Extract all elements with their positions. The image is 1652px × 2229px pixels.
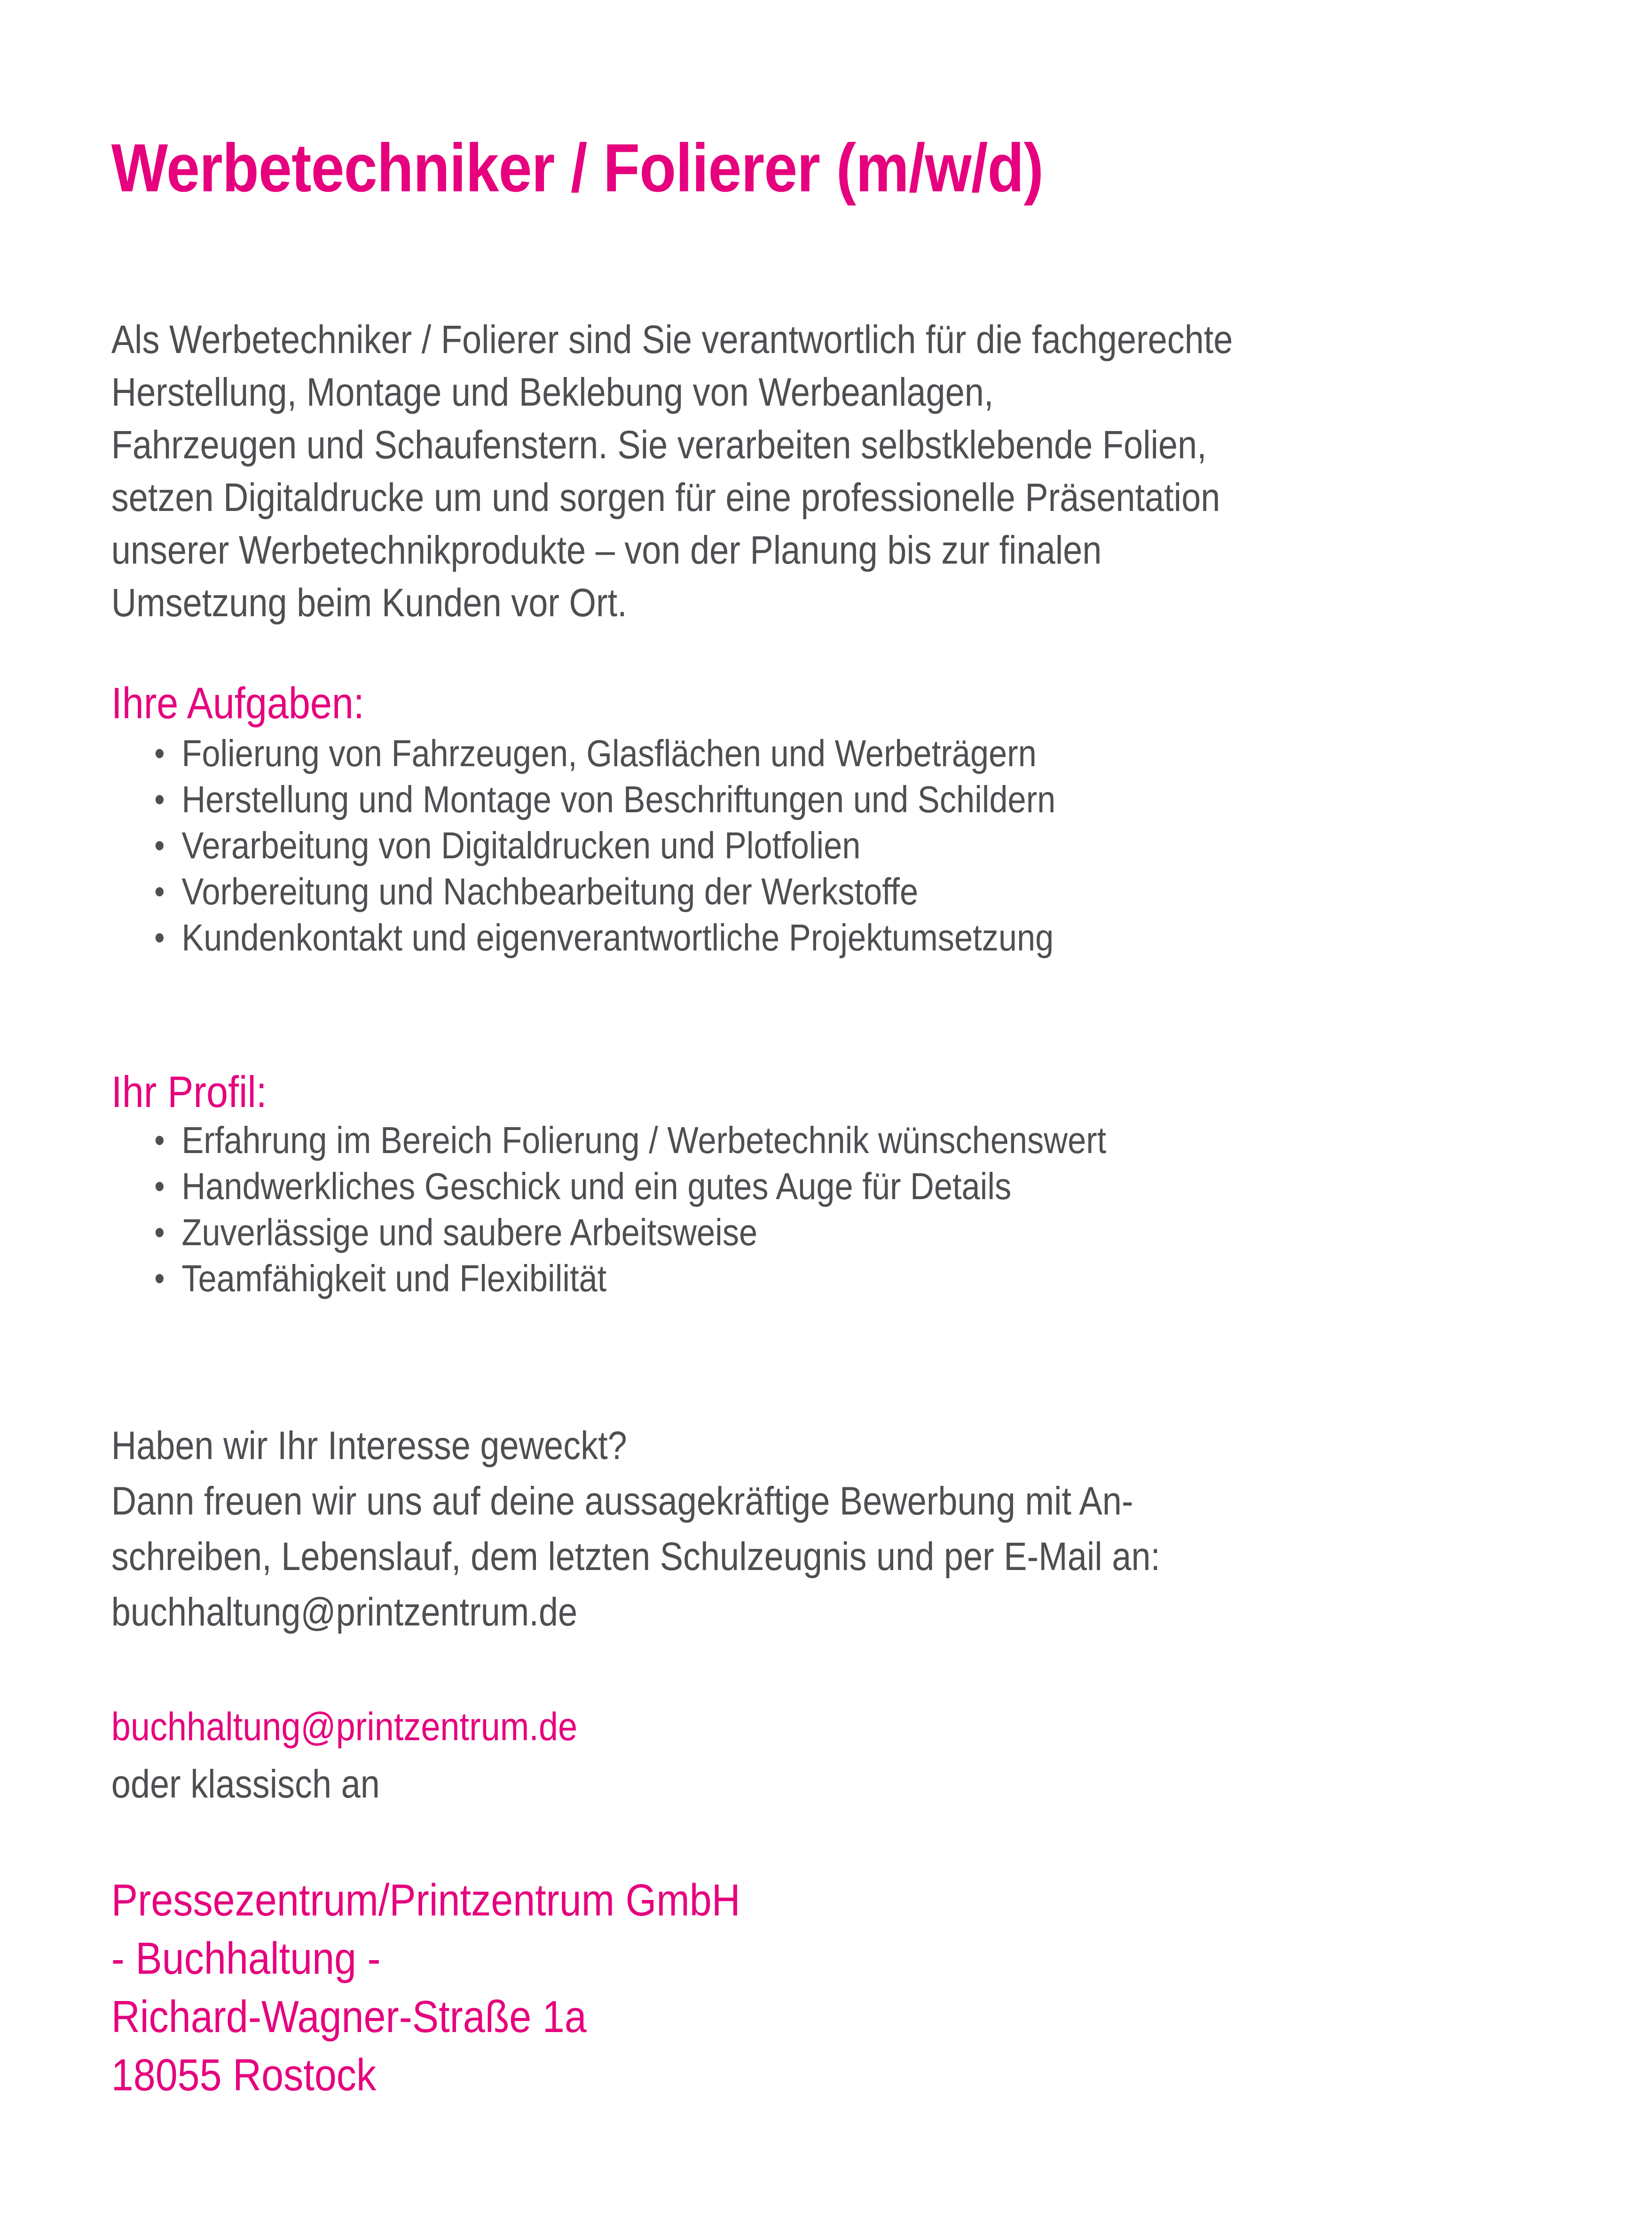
address-street: Richard-Wagner-Straße 1a xyxy=(111,1992,587,2042)
address-company: Pressezentrum/Printzentrum GmbH xyxy=(111,1875,740,1925)
intro-line: unserer Werbetechnikprodukte – von der Planung bis zur finalen xyxy=(111,528,1102,572)
intro-paragraph xyxy=(111,313,1619,629)
bullet-icon: • xyxy=(154,1122,165,1159)
bullet-icon: • xyxy=(154,735,165,772)
intro-line: Fahrzeugen und Schaufenstern. Sie verarbeiten selbstklebende Folien, xyxy=(111,423,1207,467)
task-item xyxy=(111,777,1619,823)
profile-list xyxy=(111,1117,1619,1302)
task-item xyxy=(111,915,1619,961)
address-city: 18055 Rostock xyxy=(111,2050,377,2100)
profile-item-label: Handwerkliches Geschick und ein gutes Auge für Details xyxy=(181,1165,1012,1207)
closing-line: Dann freuen wir uns auf deine aussagekräftige Bewerbung mit An- xyxy=(111,1479,1133,1523)
closing-line-email: buchhaltung@printzentrum.de xyxy=(111,1590,578,1634)
tasks-list xyxy=(111,730,1619,961)
email-link[interactable]: buchhaltung@printzentrum.de xyxy=(111,1704,578,1749)
task-item xyxy=(111,730,1619,777)
profile-item-label: Erfahrung im Bereich Folierung / Werbetechnik wünschenswert xyxy=(181,1119,1107,1161)
task-item-label: Folierung von Fahrzeugen, Glasflächen und Werbeträgern xyxy=(181,732,1037,774)
contact-block xyxy=(111,1698,1619,1813)
bullet-icon: • xyxy=(154,1214,165,1251)
bullet-icon: • xyxy=(154,919,165,957)
profile-item-label: Teamfähigkeit und Flexibilität xyxy=(181,1257,607,1299)
bullet-icon: • xyxy=(154,1260,165,1297)
closing-paragraph xyxy=(111,1418,1619,1640)
intro-line: Umsetzung beim Kunden vor Ort. xyxy=(111,581,627,625)
profile-section-heading: Ihr Profil: xyxy=(111,1067,267,1116)
profile-item xyxy=(111,1117,1619,1163)
bullet-icon: • xyxy=(154,781,165,818)
page-title: Werbetechniker / Folierer (m/w/d) xyxy=(111,130,1044,206)
address-department: - Buchhaltung - xyxy=(111,1933,381,1984)
task-item-label: Verarbeitung von Digitaldrucken und Plotfolien xyxy=(181,824,861,866)
bullet-icon: • xyxy=(154,1168,165,1205)
intro-line: setzen Digitaldrucke um und sorgen für eine professionelle Präsentation xyxy=(111,475,1220,519)
profile-item xyxy=(111,1163,1619,1209)
intro-line: Als Werbetechniker / Folierer sind Sie verantwortlich für die fachgerechte xyxy=(111,317,1233,361)
bullet-icon: • xyxy=(154,827,165,864)
task-item xyxy=(111,823,1619,869)
task-item-label: Kundenkontakt und eigenverantwortliche Projektumsetzung xyxy=(181,917,1054,958)
profile-item xyxy=(111,1256,1619,1302)
task-item-label: Herstellung und Montage von Beschriftungen und Schildern xyxy=(181,778,1056,820)
intro-line: Herstellung, Montage und Beklebung von Werbeanlagen, xyxy=(111,370,994,414)
postal-intro: oder klassisch an xyxy=(111,1762,380,1806)
postal-address xyxy=(111,1871,1619,2104)
tasks-section-heading: Ihre Aufgaben: xyxy=(111,678,364,728)
profile-item xyxy=(111,1209,1619,1256)
task-item xyxy=(111,869,1619,915)
bullet-icon: • xyxy=(154,873,165,910)
closing-line: schreiben, Lebenslauf, dem letzten Schulzeugnis und per E-Mail an: xyxy=(111,1534,1160,1578)
task-item-label: Vorbereitung und Nachbearbeitung der Werkstoffe xyxy=(181,871,919,912)
closing-line: Haben wir Ihr Interesse geweckt? xyxy=(111,1423,627,1468)
profile-item-label: Zuverlässige und saubere Arbeitsweise xyxy=(181,1211,758,1253)
